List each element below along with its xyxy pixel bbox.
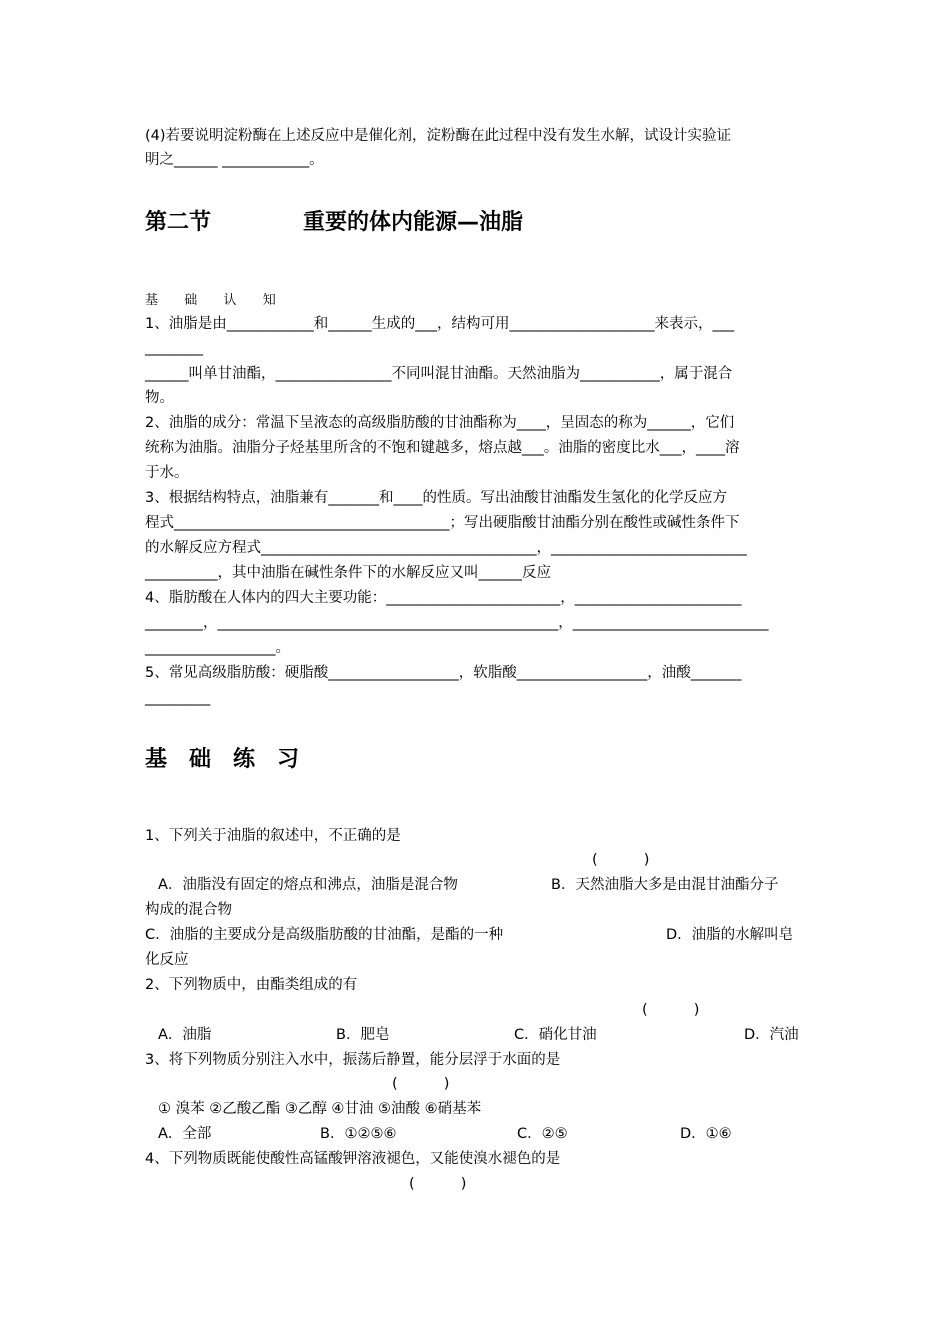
- q1-answer-bracket: ( ): [592, 852, 650, 868]
- knowledge-line: __________________。: [145, 640, 290, 656]
- q3-option-c: C．②⑤: [517, 1126, 568, 1142]
- q4-intro-line-2: 明之______ ____________。: [145, 152, 324, 168]
- knowledge-line: __________，其中油脂在碱性条件下的水解反应又叫______反应: [145, 565, 551, 581]
- q1-option-d-cont: 化反应: [145, 952, 189, 968]
- q2-answer-bracket: ( ): [642, 1002, 700, 1018]
- q4-answer-bracket: ( ): [409, 1176, 467, 1192]
- q3-answer-bracket: ( ): [392, 1076, 450, 1092]
- q2-option-b: B．肥皂: [336, 1027, 390, 1043]
- q1-option-a: A．油脂没有固定的熔点和沸点，油脂是混合物: [158, 877, 458, 893]
- knowledge-line: ________: [145, 340, 203, 356]
- q4-stem: 4、下列物质既能使酸性高锰酸钾溶液褪色，又能使溴水褪色的是: [145, 1151, 561, 1167]
- knowledge-line: _________: [145, 690, 211, 706]
- q2-stem: 2、下列物质中，由酯类组成的有: [145, 977, 358, 993]
- q1-option-b: B．天然油脂大多是由混甘油酯分子: [551, 877, 779, 893]
- q3-substance-list: ① 溴苯 ②乙酸乙酯 ③乙醇 ④甘油 ⑤油酸 ⑥硝基苯: [158, 1101, 482, 1117]
- knowledge-line: 1、油脂是由____________和______生成的___，结构可用____________________来表示，___: [145, 316, 735, 332]
- q2-option-d: D．汽油: [744, 1027, 799, 1043]
- q3-option-b: B．①②⑤⑥: [320, 1126, 397, 1142]
- q1-option-d: D．油脂的水解叫皂: [666, 927, 794, 943]
- q3-stem: 3、将下列物质分别注入水中，振荡后静置，能分层浮于水面的是: [145, 1052, 561, 1068]
- q1-option-b-cont: 构成的混合物: [145, 902, 232, 918]
- knowledge-line: 5、常见高级脂肪酸：硬脂酸__________________，软脂酸__________________，油酸_______: [145, 665, 742, 681]
- practice-title: 基础练习: [145, 747, 322, 772]
- q2-option-a: A．油脂: [158, 1027, 212, 1043]
- knowledge-line: ________，_______________________________________________，___________________________: [145, 615, 769, 631]
- knowledge-line: 的水解反应方程式______________________________________，___________________________: [145, 540, 747, 556]
- knowledge-line: 2、油脂的成分：常温下呈液态的高级脂肪酸的甘油酯称为____，呈固态的称为______，它们: [145, 415, 735, 431]
- knowledge-line: 4、脂肪酸在人体内的四大主要功能：________________________，_______________________: [145, 590, 742, 606]
- knowledge-line: 程式______________________________________；写出硬脂酸甘油酯分别在酸性或碱性条件下: [145, 515, 740, 531]
- knowledge-line: 3、根据结构特点，油脂兼有_______和____的性质。写出油酸甘油酯发生氢化的化学反应方: [145, 490, 727, 506]
- q3-option-d: D．①⑥: [680, 1126, 732, 1142]
- knowledge-line: 于水。: [145, 465, 189, 481]
- q4-intro-line-1: (4)若要说明淀粉酶在上述反应中是催化剂，淀粉酶在此过程中没有发生水解，试设计实验证: [145, 128, 732, 144]
- section-title: 重要的体内能源—油脂: [303, 210, 524, 235]
- knowledge-line: ______叫单甘油酯，________________不同叫混甘油酯。天然油脂为___________，属于混合: [145, 366, 733, 382]
- q1-stem: 1、下列关于油脂的叙述中，不正确的是: [145, 828, 401, 844]
- q1-option-c: C．油脂的主要成分是高级脂肪酸的甘油酯，是酯的一种: [145, 927, 504, 943]
- q3-option-a: A．全部: [158, 1126, 212, 1142]
- q2-option-c: C．硝化甘油: [514, 1027, 597, 1043]
- basic-knowledge-label: 基 础 认 知: [145, 293, 282, 308]
- section-number: 第二节: [145, 210, 212, 235]
- knowledge-line: 物。: [145, 390, 174, 406]
- knowledge-line: 统称为油脂。油脂分子烃基里所含的不饱和键越多，熔点越___。油脂的密度比水___，____溶: [145, 440, 740, 456]
